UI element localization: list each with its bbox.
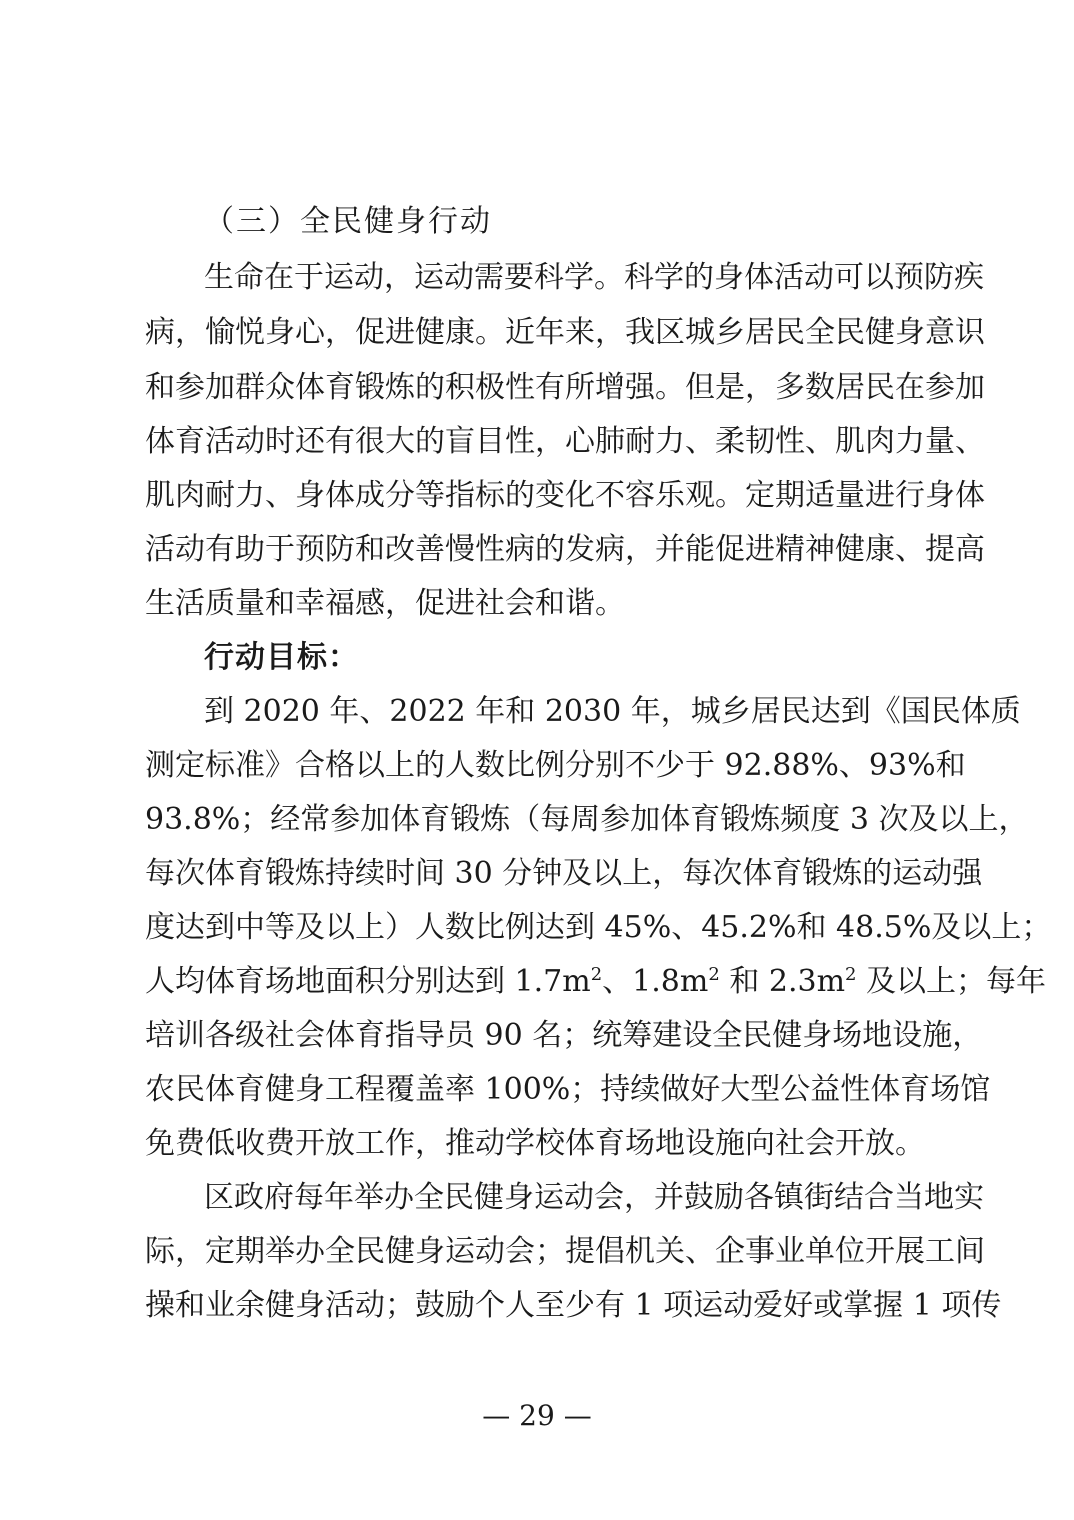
paragraph-line: 每次体育锻炼持续时间 30 分钟及以上，每次体育锻炼的运动强	[145, 856, 983, 891]
squared-superscript: 2	[708, 964, 720, 985]
paragraph-line-area	[145, 960, 1047, 1004]
goal-heading: 行动目标：	[204, 640, 359, 675]
squared-superscript: 2	[845, 964, 857, 985]
paragraph-line: 生命在于运动，运动需要科学。科学的身体活动可以预防疾	[204, 260, 984, 295]
area-text-suffix: 及以上；每年	[856, 964, 1047, 999]
paragraph-line: 操和业余健身活动；鼓励个人至少有 1 项运动爱好或掌握 1 项传	[145, 1288, 1002, 1323]
paragraph-line: 病，愉悦身心，促进健康。近年来，我区城乡居民全民健身意识	[145, 315, 985, 350]
squared-superscript: 2	[590, 964, 603, 985]
section-heading: （三）全民健身行动	[204, 204, 492, 239]
paragraph-line: 93.8%；经常参加体育锻炼（每周参加体育锻炼频度 3 次及以上，	[145, 802, 1029, 837]
paragraph-line: 农民体育健身工程覆盖率 100%；持续做好大型公益性体育场馆	[145, 1072, 991, 1107]
paragraph-line: 测定标准》合格以上的人数比例分别不少于 92.88%、93%和	[145, 748, 966, 783]
paragraph-line: 免费低收费开放工作，推动学校体育场地设施向社会开放。	[145, 1126, 925, 1161]
paragraph-line: 活动有助于预防和改善慢性病的发病，并能促进精神健康、提高	[145, 532, 985, 567]
area-text-sep: 和 2.3m	[719, 964, 846, 999]
paragraph-line: 到 2020 年、2022 年和 2030 年，城乡居民达到《国民体质	[204, 694, 1021, 729]
paragraph-line: 区政府每年举办全民健身运动会，并鼓励各镇街结合当地实	[204, 1180, 984, 1215]
paragraph-line: 生活质量和幸福感，促进社会和谐。	[145, 586, 625, 621]
area-text-sep: 、1.8m	[602, 964, 709, 999]
area-text-prefix: 人均体育场地面积分别达到 1.7m	[145, 964, 591, 999]
paragraph-line: 度达到中等及以上）人数比例达到 45%、45.2%和 48.5%及以上；	[145, 910, 1052, 945]
page-number: — 29 —	[482, 1399, 592, 1432]
paragraph-line: 际，定期举办全民健身运动会；提倡机关、企事业单位开展工间	[145, 1234, 985, 1269]
paragraph-line: 肌肉耐力、身体成分等指标的变化不容乐观。定期适量进行身体	[145, 478, 985, 513]
paragraph-line: 培训各级社会体育指导员 90 名；统筹建设全民健身场地设施，	[145, 1018, 983, 1053]
paragraph-line: 和参加群众体育锻炼的积极性有所增强。但是，多数居民在参加	[145, 370, 985, 405]
paragraph-line: 体育活动时还有很大的盲目性，心肺耐力、柔韧性、肌肉力量、	[145, 424, 985, 459]
